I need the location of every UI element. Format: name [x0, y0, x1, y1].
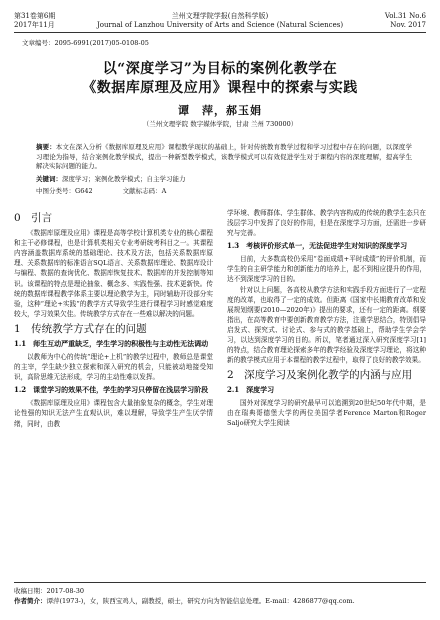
volume-en: Vol.31 No.6 — [384, 12, 426, 20]
header-rule — [14, 32, 426, 33]
classification — [36, 186, 412, 195]
subsection-1-3-heading: 1.3 考核评价形式单一，无法促进学生对知识的深度学习 — [227, 241, 408, 251]
author-bio-label: 作者简介： — [14, 597, 47, 605]
date-en: Nov. 2017 — [390, 21, 426, 29]
journal-en: Journal of Lanzhou University of Arts and Science (Natural Sciences) — [96, 21, 344, 29]
authors: 谭 萍，郝玉娟 — [178, 104, 262, 117]
abstract — [36, 143, 412, 172]
title-line-1: 以“深度学习”为目标的案例化教学在 — [102, 61, 338, 77]
paragraph: 以教师为中心的传统“理论+上机”的教学过程中，教师总是课堂的主宰，学生缺少独立探索和深入研究的机会，只能被动地接受知识，高阶思维无法形成，学习的主动性难以发挥。 — [14, 353, 213, 382]
header-right — [385, 12, 426, 30]
keywords-text: 深度学习；案例化教学模式；自主学习能力 — [62, 175, 186, 183]
keywords — [36, 174, 412, 183]
paragraph: 《数据库原理及应用》课程是高等学校计算机类专业的核心课程和主干必修课程，也是计算机类相关专业考研统考科目之一。其课程内容涵盖数据库系统的基础理论、技术及方法，包括关系数据库原理、关系数据库的标准语言SQL语言、关系数据库理论、数据库设计与编程、数据的查询优化、数据库恢复技术、数据库的并发控制等知识。该课程的特点是理论抽象、概念多、实践性强、技术更新快。传统的数据库课程教学体系主要以理论教学为主，同时辅助开设部分实验，这种“理论+实践”的教学方式导致学生进行课程学习时感觉难度较大，学习效果欠佳。传统教学方式存在一些难以解决的问题。 — [14, 229, 213, 318]
paragraph: 学环境、教师群体、学生群体、教学内容构成的传统的教学生态只在浅层学习中发挥了良好的作用，但是在深度学习方面，还需进一步研究与完善。 — [227, 209, 426, 238]
left-column — [14, 208, 213, 429]
section-0-heading: 0 引言 — [14, 212, 53, 224]
author-bio-text: 谭萍(1973-)，女，陕西宝鸡人，副教授，硕士，研究方向为智能信息处理。E-mail：4286877@qq.com. — [46, 597, 355, 605]
paragraph: 目前，大多数高校仍采用“卷面成绩+平时成绩”的评价机制，而学生的自主研学能力和创新能力的培养上，起不到相应提升的作用，达不到深度学习的目的。 — [227, 255, 426, 284]
article-number: 文章编号：2095-6991(2017)05-0108-05 — [22, 39, 149, 47]
paper-title — [20, 60, 420, 98]
right-column — [227, 208, 426, 428]
header-center — [14, 12, 426, 30]
author-bio — [14, 596, 426, 606]
abstract-text: 本文在深入分析《数据库原理及应用》课程教学现状的基础上，针对传统教育教学过程和学习过程中存在的问题，以深度学习理论为指导，结合案例化教学模式，提出一种新型教学模式，该教学模式可以有效促进学生对于课程内容的深度理解，提高学生解决实际问题的能力。 — [36, 143, 413, 170]
section-1-heading: 1 传统教学方式存在的问题 — [14, 322, 147, 335]
document-code: 文献标志码：A — [122, 187, 167, 195]
paragraph: 国外对深度学习的研究最早可以追溯到20世纪50年代中期，是由在瑞典哥德堡大学的两位美国学者Ference Marton和Roger Saljo研究大学生阅读 — [227, 398, 426, 427]
footnote — [14, 582, 426, 606]
volume-cn: 第31卷第6期 — [14, 12, 56, 20]
subsection-1-2-heading: 1.2 课堂学习的效果不佳，学生的学习只停留在浅层学习阶段 — [14, 385, 209, 395]
affiliation: （兰州文理学院 数字媒体学院，甘肃 兰州 730000） — [142, 120, 298, 128]
journal-cn: 兰州文理学院学报(自然科学版) — [171, 12, 269, 20]
date-cn: 2017年11月 — [14, 21, 55, 29]
paragraph: 《数据库原理及应用》课程包含大量抽象复杂的概念，学生对理论性强的知识无法产生直观认识，难以理解，导致学生产生厌学情绪，同时，由教 — [14, 399, 213, 428]
keywords-label: 关键词： — [36, 175, 62, 183]
subsection-2-1-heading: 2.1 深度学习 — [227, 385, 275, 395]
subsection-1-1-heading: 1.1 师生互动严重缺乏，学生学习的积极性与主动性无法调动 — [14, 339, 209, 349]
abstract-label: 摘要： — [36, 143, 56, 151]
received-date: 收稿日期：2017-08-30 — [14, 587, 84, 595]
clc-number: 中图分类号：G642 — [36, 187, 93, 195]
section-2-heading: 2 深度学习及案例化教学的内涵与应用 — [227, 369, 413, 382]
title-line-2: 《数据库原理及应用》课程中的探索与实践 — [82, 80, 358, 96]
paragraph: 针对以上问题，各高校从教学方法和实践手段方面进行了一定程度的改革，也取得了一定的成效。但距离《国家中长期教育改革和发展规划纲要(2010—2020年)》提出的要求，还有一定的距离。纲要指出，在高等教育中要创新教育教学方法，注重学思结合，特别倡导启发式、探究式、讨论式、参与式的教学基础上，帮助学生学会学习，以达到深度学习的目的。所以，笔者通过深入研究深度学习[1]的特点，结合教育理论探索多年的教学经验及深度学习理论，将这种新的教学模式应用于本课程的教学过程中，取得了良好的教学效果。 — [227, 285, 426, 365]
